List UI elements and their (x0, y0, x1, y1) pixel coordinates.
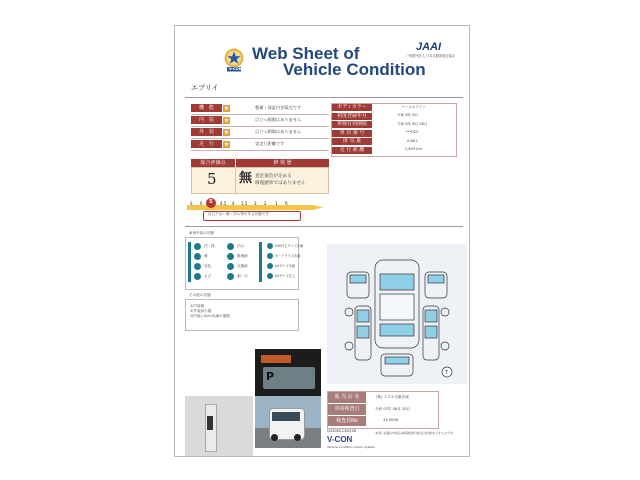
jaai-subtitle: 一般財団法人 日本自動車査定協会 (406, 54, 455, 58)
other-item: ②外装部小傷 (190, 309, 212, 313)
scale-mark: 2 (264, 200, 267, 206)
footer-sub: Vehicle Condition Check System (327, 445, 376, 449)
spec-value: 令和 6年 8月 (397, 113, 419, 117)
size-icon (267, 243, 273, 249)
logo-text: V-CON (229, 66, 242, 71)
other-item: ①内装傷 (190, 304, 205, 308)
legend-item: 傷 (204, 254, 208, 258)
legend-item: 凹・段 (204, 244, 215, 248)
spec-label: 車 台 番 号 (332, 130, 372, 137)
spec-label: 初度登録年月 (332, 113, 372, 120)
star-icon: ★ (223, 128, 230, 136)
inspector-no: 33-9006 (383, 418, 399, 422)
star-icon: ★ (223, 140, 230, 148)
jaai-logo: JAAI (416, 41, 442, 53)
score-note: 目立たない傷・凹み等がある状態です (208, 212, 270, 217)
scale-mark: 3.5 (241, 200, 248, 206)
dealer-label: 車両検査日 (328, 404, 366, 415)
legend-code-icon (227, 253, 234, 260)
footer-brand: V-CON (327, 435, 353, 444)
scale-mark: 3 (254, 200, 257, 206)
dealer-label: 販 売 店 名 (328, 392, 366, 403)
sheet-code: N33080-000206 (327, 429, 357, 433)
size-icon (267, 263, 273, 269)
footer-note: 本書に記載の内容は車両検査日時点の状態を示すものです。 (375, 431, 456, 435)
other-item: ③内装に5cm未満の損傷 (190, 314, 230, 318)
dealer-label: 検査員No (328, 416, 366, 426)
size-item: A4サイズ未満 (275, 264, 295, 268)
star-icon: ★ (223, 104, 230, 112)
spec-label: 排 気 量 (332, 138, 372, 145)
condition-label: 外 装 (191, 128, 222, 136)
legend-code-icon (227, 273, 234, 280)
photo-exterior (255, 396, 321, 448)
size-icon (267, 253, 273, 259)
photo-interior (185, 396, 253, 456)
spec-value: ***022 (406, 130, 419, 134)
legend-title: 車両外装の状態 (189, 231, 215, 235)
legend-code-icon (194, 273, 201, 280)
scale-mark: R (285, 200, 288, 206)
legend-code-icon (227, 263, 234, 270)
star-icon: ★ (223, 116, 230, 124)
car-diagram (327, 244, 467, 384)
spec-value: パールホワイト (401, 104, 426, 109)
svg-text:T: T (445, 370, 449, 376)
other-title: その他の状態 (189, 293, 211, 297)
size-item: 500円玉サイズ未満 (275, 244, 304, 248)
legend-code-icon (194, 253, 201, 260)
repair-kanji: 無 (239, 171, 253, 186)
legend-item: 凹み (237, 244, 245, 248)
size-item: カードサイズ未満 (275, 254, 301, 258)
condition-label: 内 装 (191, 116, 222, 124)
scale-mark: 4 (232, 200, 235, 206)
legend-item: 変色 (204, 264, 212, 268)
condition-text: 目立つ損傷はありません (255, 117, 302, 122)
overall-score: 5 (207, 170, 217, 188)
legend-code-icon (227, 243, 234, 250)
repair-text-2: 修復歴車ではありません (255, 181, 306, 186)
legend-item: 修理跡 (237, 254, 248, 258)
condition-text: 目立つ損傷はありません (255, 129, 302, 134)
scale-mark: 6 (200, 200, 203, 206)
size-icon (267, 273, 273, 279)
scale-mark: 4.5 (220, 200, 227, 206)
spec-value: 令和 8年 8月 28日 (397, 121, 428, 126)
vehicle-name: エブリイ (191, 84, 219, 92)
condition-text: 実走行距離です (255, 141, 285, 146)
size-item: A4サイズ以上 (275, 274, 295, 278)
spec-label: 走 行 距 離 (332, 147, 372, 154)
inspection-date: 令和 07年 06月 20日 (375, 406, 411, 411)
scale-mark: S (190, 200, 193, 206)
scale-mark-selected: 5 (209, 199, 213, 206)
dealer-shop: (株) スズキ自販茨城 (376, 394, 409, 399)
legend-item: 割・穴 (237, 274, 248, 278)
condition-text: 整備・保証付き販売です (255, 105, 302, 110)
legend-code-icon (194, 263, 201, 270)
spec-value: 0.66 L (407, 138, 419, 143)
legend-item: 交換跡 (237, 264, 248, 268)
name-divider (185, 97, 463, 98)
photo-meter: P (255, 349, 321, 396)
title-line-1: Web Sheet of (252, 44, 360, 63)
condition-label: 走 行 (191, 140, 222, 148)
legend-code-icon (194, 243, 201, 250)
title-line-2: Vehicle Condition (283, 60, 426, 79)
spec-label: 車検有効期限 (332, 121, 372, 128)
repair-head: 修 復 歴 (236, 159, 329, 167)
repair-text-1: 査定協会が定める (255, 174, 292, 179)
score-scale (187, 198, 335, 209)
spec-value: 2,629 km (405, 147, 423, 151)
score-head: 総合評価点 (191, 159, 235, 167)
condition-label: 機 能 (191, 104, 222, 112)
scale-mark: 1 (275, 200, 278, 206)
section-divider (185, 226, 463, 227)
condition-sheet (174, 25, 470, 457)
legend-item: さび (204, 274, 212, 278)
spec-label: ボディカラー (332, 104, 372, 111)
vcon-logo (223, 47, 245, 73)
